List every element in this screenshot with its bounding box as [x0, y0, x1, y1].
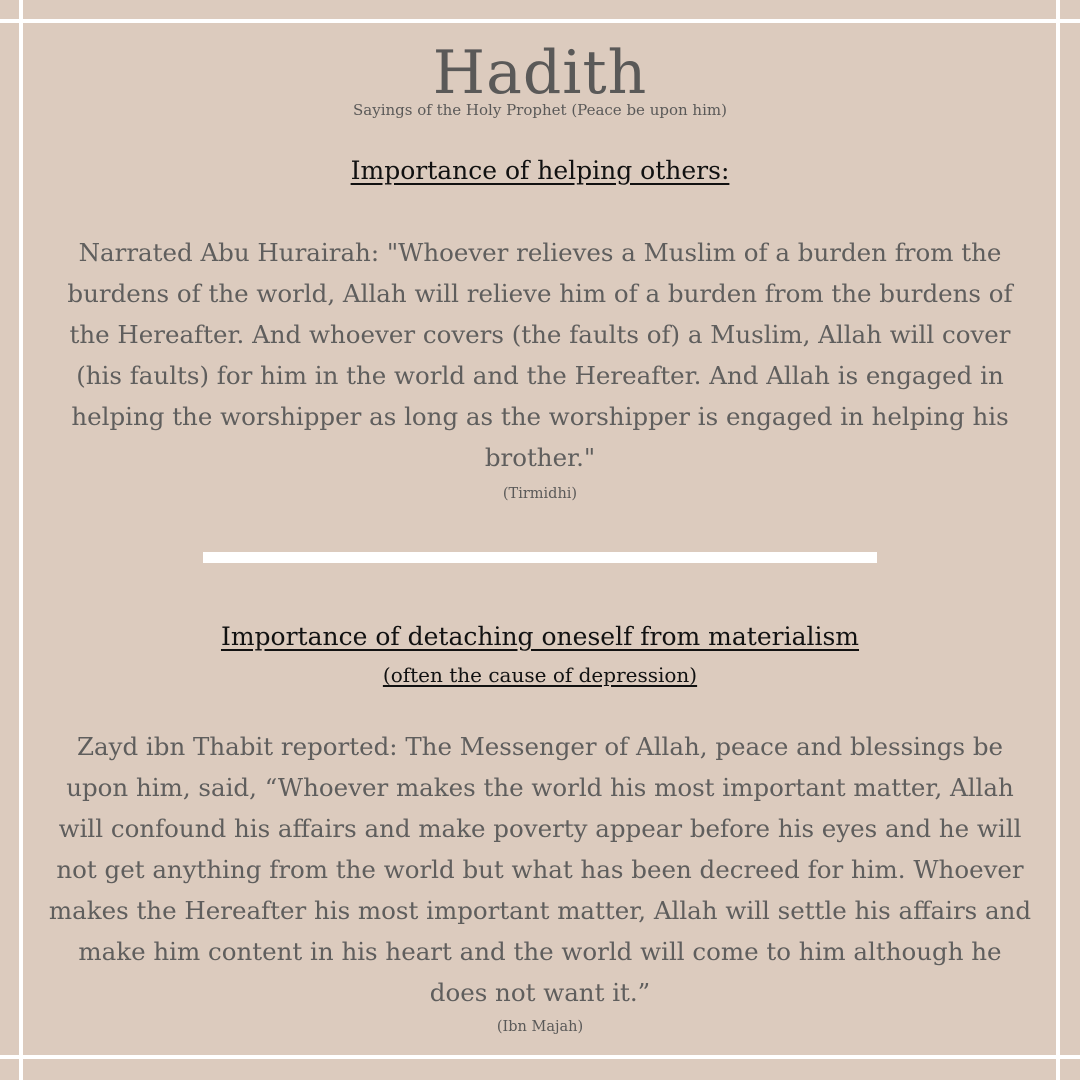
page-subtitle: Sayings of the Holy Prophet (Peace be upon him): [353, 101, 727, 119]
hadith-text-materialism: Zayd ibn Thabit reported: The Messenger of Allah, peace and blessings be upon him, said, “Whoever makes the world his most important matter, Allah will confound his affairs and make poverty appear before his eyes and he will not get anything from the world but what has been decreed for him. Whoever makes the Hereafter his most important matter, Allah will settle his affairs and make him content in his heart and the world will come to him although he does not want it.”: [48, 732, 1032, 1007]
frame-bottom-line: [0, 1055, 1080, 1059]
page-title: Hadith: [432, 38, 648, 108]
frame-top-line: [0, 19, 1080, 23]
section-heading-materialism: Importance of detaching oneself from materialism: [220, 622, 860, 651]
frame-left-line: [19, 0, 23, 1080]
hadith-source-tirmidhi: (Tirmidhi): [502, 486, 578, 502]
frame-right-line: [1056, 0, 1060, 1080]
section-heading-helping-others: Importance of helping others:: [350, 156, 730, 185]
section-divider: [203, 552, 877, 563]
section-subheading-materialism: (often the cause of depression): [382, 663, 698, 687]
hadith-text-helping-others: Narrated Abu Hurairah: "Whoever relieves a Muslim of a burden from the burdens of the world, Allah will relieve him of a burden from the burdens of the Hereafter. And whoever covers (the faults of) a Muslim, Allah will cover (his faults) for him in the world and the Hereafter. And Allah is engaged in helping the worshipper as long as the worshipper is engaged in helping his brother.": [67, 238, 1013, 472]
hadith-source-ibn-majah: (Ibn Majah): [496, 1019, 584, 1035]
